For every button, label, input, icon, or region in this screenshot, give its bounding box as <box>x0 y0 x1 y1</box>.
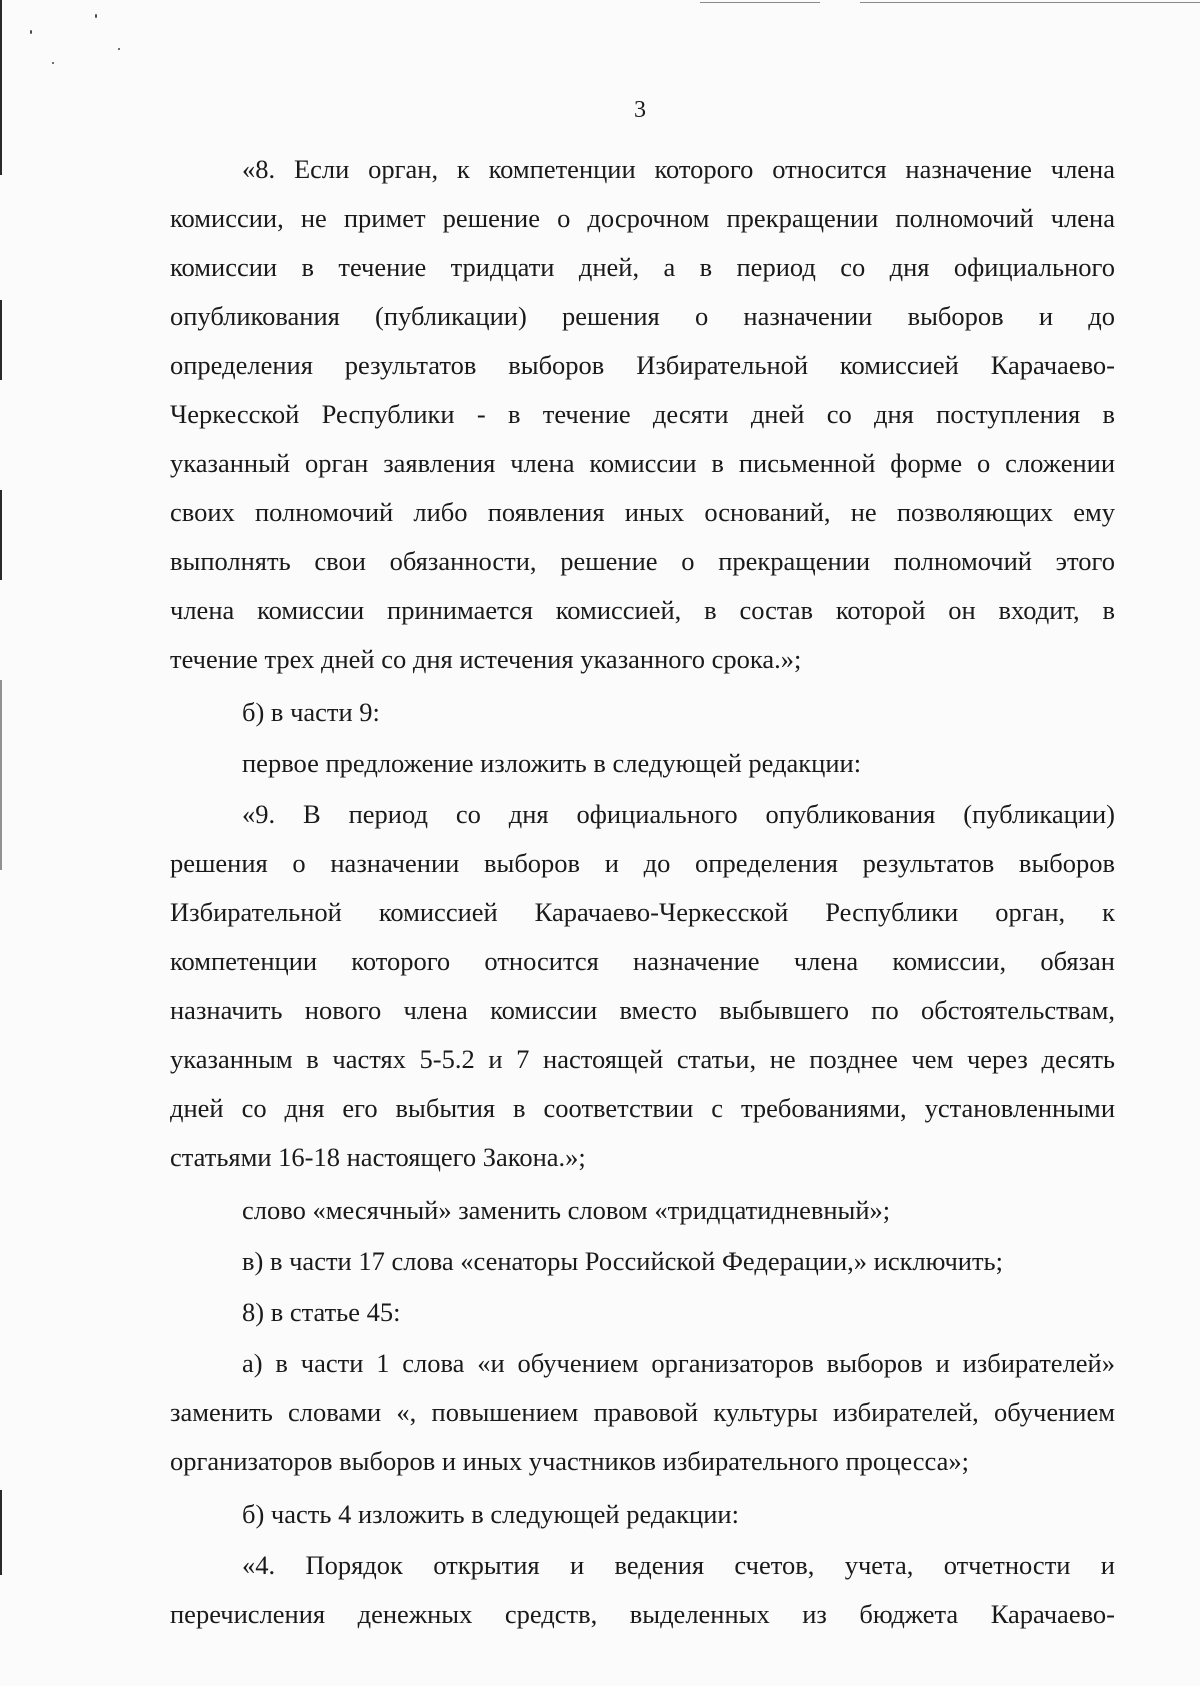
text-line: организаторов выборов и иных участников избирательного процесса»; <box>170 1446 969 1476</box>
text-line: 8) в статье 45: <box>242 1297 401 1327</box>
text-line: решения о назначении выборов и до определения результатов выборов <box>170 848 1115 878</box>
text-line: статьями 16-18 настоящего Закона.»; <box>170 1142 586 1172</box>
text-line: течение трех дней со дня истечения указанного срока.»; <box>170 644 802 674</box>
text-line: компетенции которого относится назначение члена комиссии, обязан <box>170 946 1115 976</box>
text-line: указанным в частях 5-5.2 и 7 настоящей статьи, не позднее чем через десять <box>170 1044 1115 1074</box>
scan-edge-artifact <box>0 300 2 380</box>
text-line: комиссии в течение тридцати дней, а в период со дня официального <box>170 252 1115 282</box>
page-number: 3 <box>634 97 646 123</box>
text-line: «9. В период со дня официального опубликования (публикации) <box>242 799 1115 829</box>
text-line: заменить словами «, повышением правовой культуры избирателей, обучением <box>170 1397 1115 1427</box>
text-line: Черкесской Республики - в течение десяти дней со дня поступления в <box>170 399 1115 429</box>
text-line: «8. Если орган, к компетенции которого относится назначение члена <box>242 154 1115 184</box>
scan-edge-artifact <box>0 0 2 175</box>
scan-speck <box>95 14 97 18</box>
scan-edge-artifact <box>0 490 2 580</box>
scan-speck <box>52 62 54 64</box>
text-line: члена комиссии принимается комиссией, в состав которой он входит, в <box>170 595 1115 625</box>
text-line: «4. Порядок открытия и ведения счетов, учета, отчетности и <box>242 1550 1115 1580</box>
text-line: своих полномочий либо появления иных оснований, не позволяющих ему <box>170 497 1115 527</box>
document-body <box>170 145 1115 1639</box>
text-line: первое предложение изложить в следующей редакции: <box>242 748 862 778</box>
scan-speck <box>118 48 120 50</box>
scan-edge-artifact <box>0 680 2 870</box>
text-line: б) в части 9: <box>242 697 380 727</box>
scan-top-line <box>700 2 820 3</box>
text-line: перечисления денежных средств, выделенных из бюджета Карачаево- <box>170 1599 1115 1629</box>
text-line: назначить нового члена комиссии вместо выбывшего по обстоятельствам, <box>170 995 1115 1025</box>
text-line: дней со дня его выбытия в соответствии с требованиями, установленными <box>170 1093 1115 1123</box>
scan-speck <box>30 30 32 34</box>
text-line: в) в части 17 слова «сенаторы Российской Федерации,» исключить; <box>242 1246 1004 1276</box>
text-line: опубликования (публикации) решения о назначении выборов и до <box>170 301 1115 331</box>
text-line: а) в части 1 слова «и обучением организаторов выборов и избирателей» <box>242 1348 1115 1378</box>
text-line: комиссии, не примет решение о досрочном прекращении полномочий члена <box>170 203 1115 233</box>
text-line: слово «месячный» заменить словом «тридцатидневный»; <box>242 1195 891 1225</box>
scan-edge-artifact <box>0 1490 2 1575</box>
text-line: Избирательной комиссией Карачаево-Черкесской Республики орган, к <box>170 897 1115 927</box>
text-line: определения результатов выборов Избирательной комиссией Карачаево- <box>170 350 1115 380</box>
scan-top-line <box>860 2 1200 3</box>
text-line: б) часть 4 изложить в следующей редакции: <box>242 1499 739 1529</box>
text-line: указанный орган заявления члена комиссии в письменной форме о сложении <box>170 448 1115 478</box>
text-line: выполнять свои обязанности, решение о прекращении полномочий этого <box>170 546 1115 576</box>
